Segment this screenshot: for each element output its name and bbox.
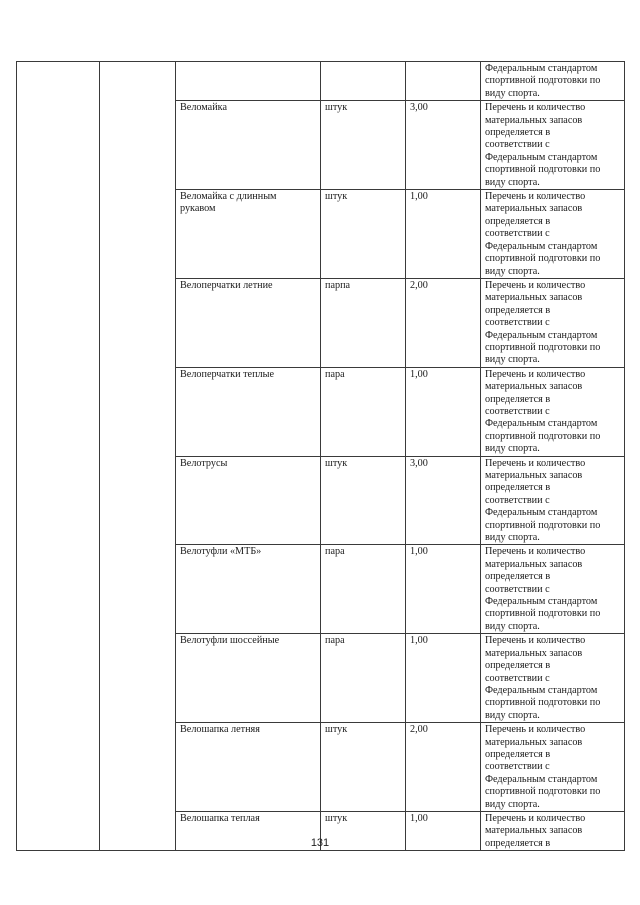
item-name-cell [176,62,321,101]
unit-cell: пара [321,367,406,456]
quantity-cell: 2,00 [406,723,481,812]
item-name-cell: Велоперчатки летние [176,278,321,367]
item-name-cell: Велошапка летняя [176,723,321,812]
unit-cell: штук [321,190,406,279]
description-cell: Перечень и количество материальных запасов определяется в соответствии с Федеральным стандартом спортивной подготовки по виду спорта. [481,723,625,812]
table-row-continuation [17,62,625,101]
merged-cell-col2 [100,62,176,851]
quantity-cell: 1,00 [406,190,481,279]
item-name-cell: Велотуфли шоссейные [176,634,321,723]
item-name-cell: Велошапка теплая [176,811,321,850]
description-cell: Федеральным стандартом спортивной подготовки по виду спорта. [481,62,625,101]
item-name-cell: Велотрусы [176,456,321,545]
item-name-cell: Веломайка с длинным рукавом [176,190,321,279]
description-cell: Перечень и количество материальных запасов определяется в [481,811,625,850]
quantity-cell: 1,00 [406,634,481,723]
description-cell: Перечень и количество материальных запасов определяется в соответствии с Федеральным стандартом спортивной подготовки по виду спорта. [481,367,625,456]
description-cell: Перечень и количество материальных запасов определяется в соответствии с Федеральным стандартом спортивной подготовки по виду спорта. [481,456,625,545]
description-cell: Перечень и количество материальных запасов определяется в соответствии с Федеральным стандартом спортивной подготовки по виду спорта. [481,101,625,190]
quantity-cell: 1,00 [406,367,481,456]
quantity-cell: 3,00 [406,456,481,545]
description-cell: Перечень и количество материальных запасов определяется в соответствии с Федеральным стандартом спортивной подготовки по виду спорта. [481,545,625,634]
page-number: 131 [310,837,330,849]
unit-cell: пара [321,634,406,723]
quantity-cell [406,62,481,101]
description-cell: Перечень и количество материальных запасов определяется в соответствии с Федеральным стандартом спортивной подготовки по виду спорта. [481,634,625,723]
unit-cell: штук [321,456,406,545]
quantity-cell: 1,00 [406,811,481,850]
equipment-table [16,61,625,851]
item-name-cell: Велоперчатки теплые [176,367,321,456]
unit-cell: штук [321,101,406,190]
description-cell: Перечень и количество материальных запасов определяется в соответствии с Федеральным стандартом спортивной подготовки по виду спорта. [481,190,625,279]
quantity-cell: 2,00 [406,278,481,367]
item-name-cell: Веломайка [176,101,321,190]
description-cell: Перечень и количество материальных запасов определяется в соответствии с Федеральным стандартом спортивной подготовки по виду спорта. [481,278,625,367]
quantity-cell: 3,00 [406,101,481,190]
merged-cell-col1 [17,62,100,851]
unit-cell: парпа [321,278,406,367]
quantity-cell: 1,00 [406,545,481,634]
unit-cell: штук [321,723,406,812]
unit-cell: пара [321,545,406,634]
item-name-cell: Велотуфли «МТБ» [176,545,321,634]
unit-cell: штук [321,811,406,850]
unit-cell [321,62,406,101]
